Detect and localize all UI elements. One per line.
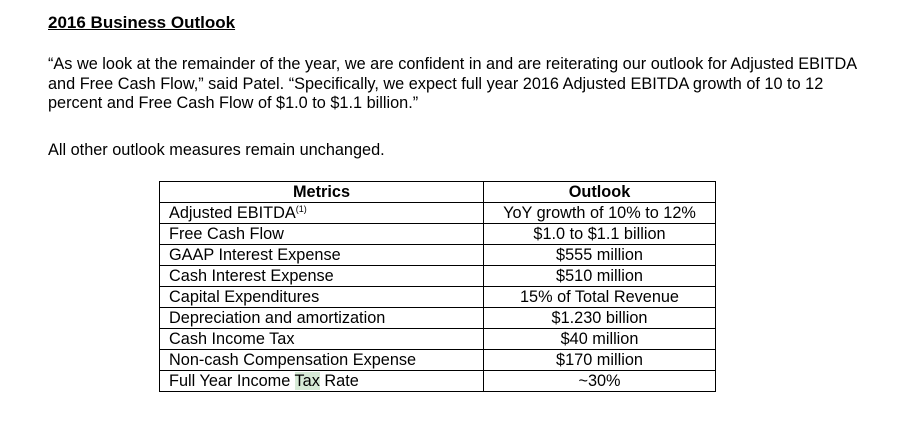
table-row (160, 350, 716, 371)
search-highlight: Tax (294, 372, 320, 390)
quote-paragraph: “As we look at the remainder of the year, we are confident in and are reiterating our outlook for Adjusted EBITDA and Free Cash Flow,” said Patel. “Specifically, we expect full year 2016 Adjusted EBITDA growth of 10 to 12 percent and Free Cash Flow of $1.0 to $1.1 billion.” (48, 55, 857, 112)
outlook-cell: $40 million (484, 329, 716, 350)
outlook-cell: 15% of Total Revenue (484, 287, 716, 308)
outlook-cell: $555 million (484, 245, 716, 266)
outlook-cell: ~30% (484, 371, 716, 392)
metric-label: Adjusted EBITDA (169, 204, 296, 222)
table-row (160, 224, 716, 245)
metric-text-start: Full Year Income (169, 372, 295, 390)
table-row (160, 287, 716, 308)
metric-cell: Depreciation and amortization (160, 308, 484, 329)
metric-cell (160, 203, 484, 224)
metric-cell: Cash Income Tax (160, 329, 484, 350)
outlook-table (159, 181, 716, 392)
outlook-column-header: Outlook (484, 182, 716, 203)
table-row (160, 245, 716, 266)
summary-paragraph: All other outlook measures remain unchanged. (48, 141, 385, 159)
metric-text-end: Rate (319, 372, 359, 390)
outlook-cell: $1.0 to $1.1 billion (484, 224, 716, 245)
outlook-cell: $510 million (484, 266, 716, 287)
table-header-row (160, 182, 716, 203)
outlook-cell: YoY growth of 10% to 12% (484, 203, 716, 224)
metric-cell: Capital Expenditures (160, 287, 484, 308)
table-row (160, 308, 716, 329)
metric-cell: Non-cash Compensation Expense (160, 350, 484, 371)
metrics-column-header: Metrics (160, 182, 484, 203)
metric-cell: Free Cash Flow (160, 224, 484, 245)
outlook-cell: $1.230 billion (484, 308, 716, 329)
table-row (160, 203, 716, 224)
footnote-marker: (1) (295, 204, 307, 214)
table-row (160, 371, 716, 392)
metric-cell (160, 371, 484, 392)
outlook-cell: $170 million (484, 350, 716, 371)
section-heading: 2016 Business Outlook (48, 13, 236, 32)
table-row (160, 266, 716, 287)
table-row (160, 329, 716, 350)
metric-cell: GAAP Interest Expense (160, 245, 484, 266)
metric-cell: Cash Interest Expense (160, 266, 484, 287)
